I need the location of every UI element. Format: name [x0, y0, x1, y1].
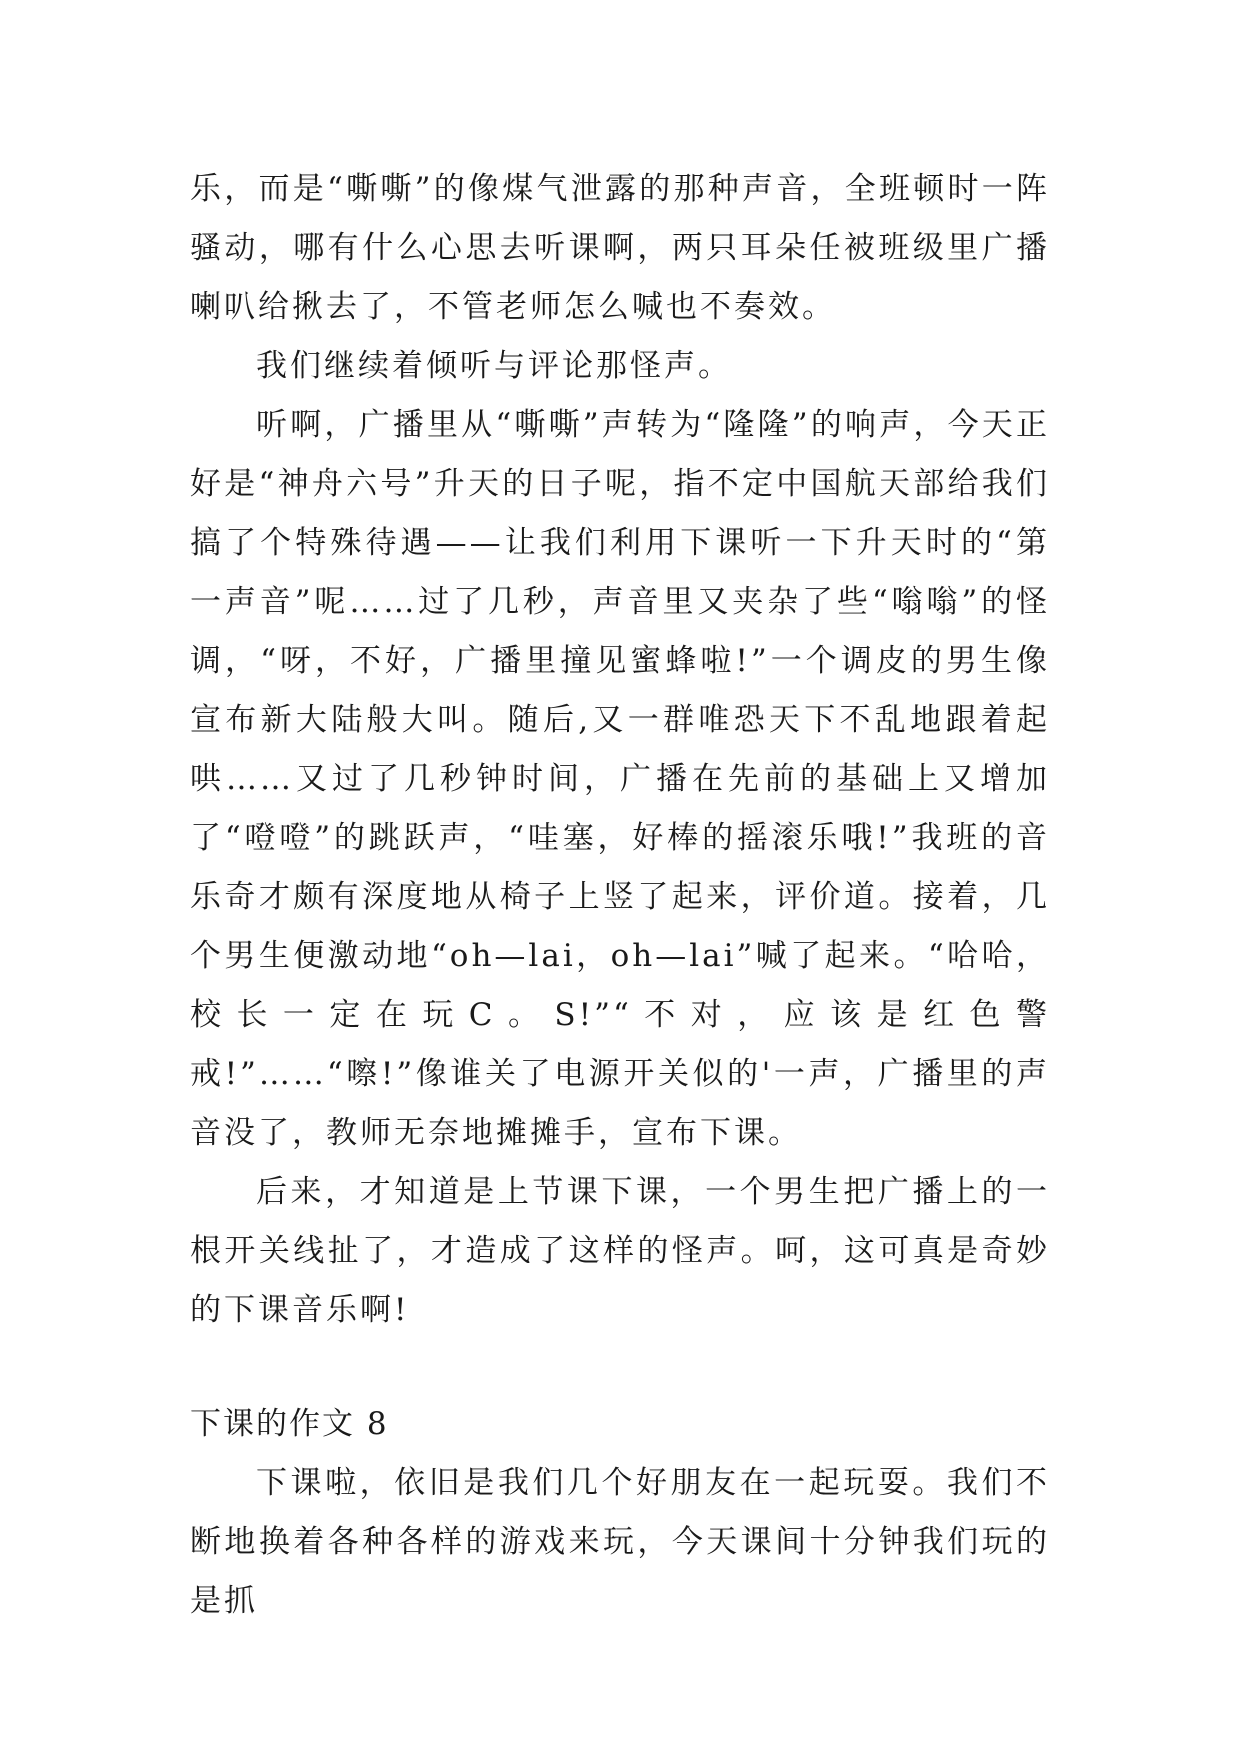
paragraph-5: 下课啦，依旧是我们几个好朋友在一起玩耍。我们不断地换着各种各样的游戏来玩，今天课间十分钟我们玩的是抓: [190, 1465, 1050, 1619]
document-body: [190, 160, 1050, 1631]
paragraph-1: 乐，而是“嘶嘶”的像煤气泄露的那种声音，全班顿时一阵骚动，哪有什么心思去听课啊，两只耳朵任被班级里广播喇叭给揪去了，不管老师怎么喊也不奏效。: [190, 171, 1050, 325]
paragraph-3: 听啊，广播里从“嘶嘶”声转为“隆隆”的响声，今天正好是“神舟六号”升天的日子呢，指不定中国航天部给我们搞了个特殊待遇——让我们利用下课听一下升天时的“第一声音”呢……过了几秒，声音里又夹杂了些“嗡嗡”的怪调，“呀，不好，广播里撞见蜜蜂啦!”一个调皮的男生像宣布新大陆般大叫。随后,又一群唯恐天下不乱地跟着起哄……又过了几秒钟时间，广播在先前的基础上又增加了“噔噔”的跳跃声，“哇塞，好棒的摇滚乐哦!”我班的音乐奇才颇有深度地从椅子上竖了起来，评价道。接着，几个男生便激动地“oh—lai，oh—lai”喊了起来。“哈哈，校长一定在玩C。S!”“不对，应该是红色警戒!”……“嚓!”像谁关了电源开关似的'一声，广播里的声音没了，教师无奈地摊摊手，宣布下课。: [190, 407, 1050, 1151]
paragraph-4: 后来，才知道是上节课下课，一个男生把广播上的一根开关线扯了，才造成了这样的怪声。呵，这可真是奇妙的下课音乐啊!: [190, 1174, 1050, 1328]
section-heading: 下课的作文 8: [190, 1406, 389, 1442]
paragraph-2: 我们继续着倾听与评论那怪声。: [256, 348, 732, 384]
